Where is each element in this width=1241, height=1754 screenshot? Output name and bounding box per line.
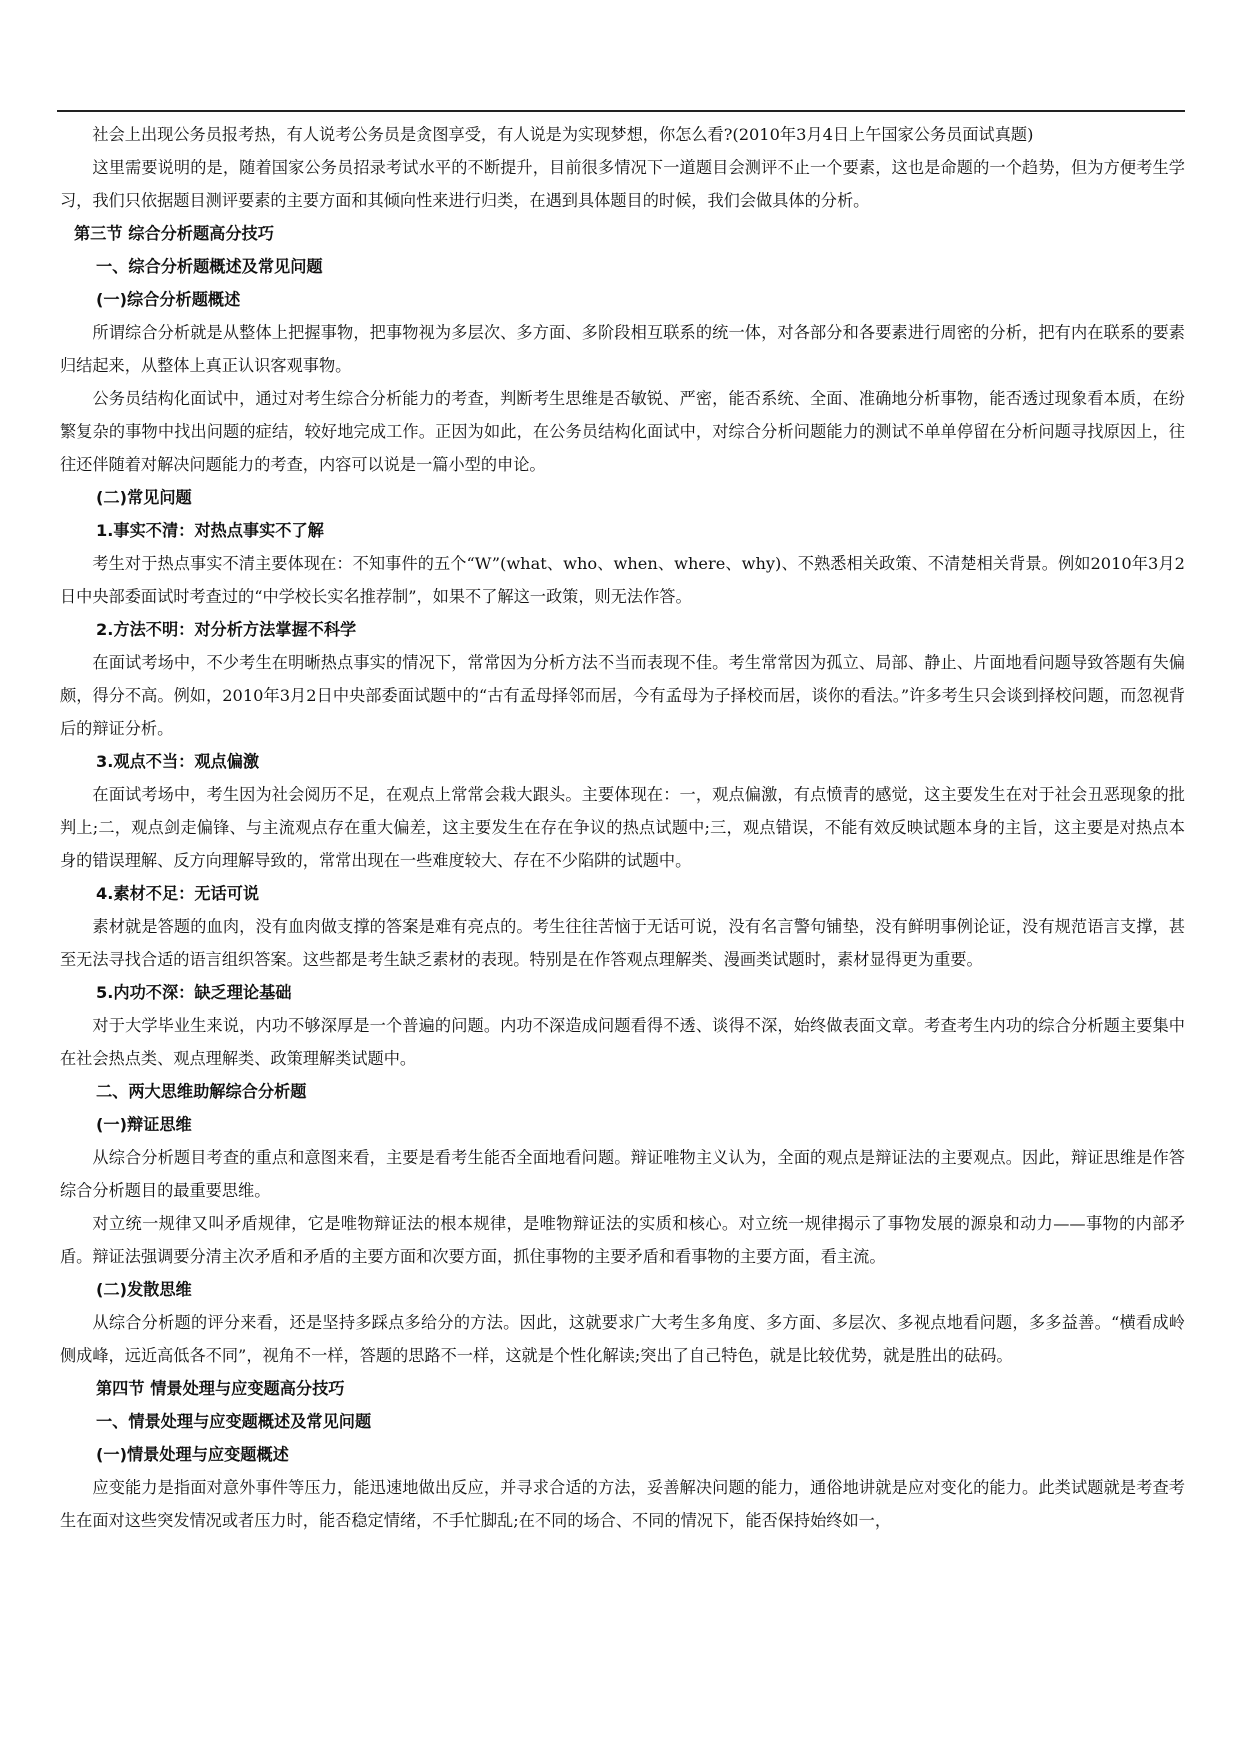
minor-heading: (二)发散思维 — [96, 1280, 192, 1299]
paragraph: 应变能力是指面对意外事件等压力，能迅速地做出反应，并寻求合适的方法，妥善解决问题的能力，通俗地讲就是应对变化的能力。此类试题就是考查考生在面对这些突发情况或者压力时，能否稳定情绪，不手忙脚乱;在不同的场合、不同的情况下，能否保持始终如一， — [60, 1478, 1185, 1530]
minor-heading: 2.方法不明：对分析方法掌握不科学 — [96, 620, 357, 639]
paragraph: 在面试考场中，考生因为社会阅历不足，在观点上常常会栽大跟头。主要体现在：一，观点偏激，有点愤青的感觉，这主要发生在对于社会丑恶现象的批判上;二，观点剑走偏锋、与主流观点存在重大偏差，这主要发生在存在争议的热点试题中;三，观点错误，不能有效反映试题本身的主旨，这主要是对热点本身的错误理解、反方向理解导致的，常常出现在一些难度较大、存在不少陷阱的试题中。 — [60, 785, 1185, 870]
minor-heading: (一)综合分析题概述 — [96, 290, 241, 309]
subsection-heading: 第四节 情景处理与应变题高分技巧 — [96, 1379, 345, 1398]
paragraph: 素材就是答题的血肉，没有血肉做支撑的答案是难有亮点的。考生往往苦恼于无话可说，没有名言警句铺垫，没有鲜明事例论证，没有规范语言支撑，甚至无法寻找合适的语言组织答案。这些都是考生缺乏素材的表现。特别是在作答观点理解类、漫画类试题时，素材显得更为重要。 — [60, 917, 1185, 969]
minor-heading: 5.内功不深：缺乏理论基础 — [96, 983, 292, 1002]
paragraph: 对于大学毕业生来说，内功不够深厚是一个普遍的问题。内功不深造成问题看得不透、谈得不深，始终做表面文章。考查考生内功的综合分析题主要集中在社会热点类、观点理解类、政策理解类试题中。 — [60, 1016, 1185, 1068]
paragraph: 对立统一规律又叫矛盾规律，它是唯物辩证法的根本规律，是唯物辩证法的实质和核心。对立统一规律揭示了事物发展的源泉和动力——事物的内部矛盾。辩证法强调要分清主次矛盾和矛盾的主要方面和次要方面，抓住事物的主要矛盾和看事物的主要方面，看主流。 — [60, 1214, 1185, 1266]
paragraph: 这里需要说明的是，随着国家公务员招录考试水平的不断提升，目前很多情况下一道题目会测评不止一个要素，这也是命题的一个趋势，但为方便考生学习，我们只依据题目测评要素的主要方面和其倾向性来进行归类，在遇到具体题目的时候，我们会做具体的分析。 — [60, 158, 1185, 210]
minor-heading: (一)辩证思维 — [96, 1115, 192, 1134]
section-heading: 第三节 综合分析题高分技巧 — [74, 224, 274, 243]
minor-heading: (一)情景处理与应变题概述 — [96, 1445, 289, 1464]
minor-heading: (二)常见问题 — [96, 488, 192, 507]
paragraph: 从综合分析题目考查的重点和意图来看，主要是看考生能否全面地看问题。辩证唯物主义认为，全面的观点是辩证法的主要观点。因此，辩证思维是作答综合分析题目的最重要思维。 — [60, 1148, 1185, 1200]
paragraph: 在面试考场中，不少考生在明晰热点事实的情况下，常常因为分析方法不当而表现不佳。考生常常因为孤立、局部、静止、片面地看问题导致答题有失偏颇，得分不高。例如，2010年3月2日中央部委面试题中的“古有孟母择邻而居，今有孟母为子择校而居，谈你的看法。”许多考生只会谈到择校问题，而忽视背后的辩证分析。 — [60, 653, 1185, 738]
minor-heading: 3.观点不当：观点偏激 — [96, 752, 260, 771]
subsection-heading: 一、综合分析题概述及常见问题 — [96, 257, 323, 276]
paragraph: 从综合分析题的评分来看，还是坚持多踩点多给分的方法。因此，这就要求广大考生多角度、多方面、多层次、多视点地看问题，多多益善。“横看成岭侧成峰，远近高低各不同”，视角不一样，答题的思路不一样，这就是个性化解读;突出了自己特色，就是比较优势，就是胜出的砝码。 — [60, 1313, 1185, 1365]
header-rule — [57, 110, 1185, 112]
paragraph: 社会上出现公务员报考热，有人说考公务员是贪图享受，有人说是为实现梦想，你怎么看?(2010年3月4日上午国家公务员面试真题) — [92, 125, 1034, 144]
paragraph: 考生对于热点事实不清主要体现在：不知事件的五个“W”(what、who、when、where、why)、不熟悉相关政策、不清楚相关背景。例如2010年3月2日中央部委面试时考查过的“中学校长实名推荐制”，如果不了解这一政策，则无法作答。 — [60, 554, 1185, 606]
subsection-heading: 二、两大思维助解综合分析题 — [96, 1082, 307, 1101]
minor-heading: 4.素材不足：无话可说 — [96, 884, 260, 903]
minor-heading: 1.事实不清：对热点事实不了解 — [96, 521, 324, 540]
paragraph: 所谓综合分析就是从整体上把握事物，把事物视为多层次、多方面、多阶段相互联系的统一体，对各部分和各要素进行周密的分析，把有内在联系的要素归结起来，从整体上真正认识客观事物。 — [60, 323, 1185, 375]
document-body — [60, 118, 1185, 1537]
subsection-heading: 一、情景处理与应变题概述及常见问题 — [96, 1412, 372, 1431]
paragraph: 公务员结构化面试中，通过对考生综合分析能力的考查，判断考生思维是否敏锐、严密，能否系统、全面、准确地分析事物，能否透过现象看本质，在纷繁复杂的事物中找出问题的症结，较好地完成工作。正因为如此，在公务员结构化面试中，对综合分析问题能力的测试不单单停留在分析问题寻找原因上，往往还伴随着对解决问题能力的考查，内容可以说是一篇小型的申论。 — [60, 389, 1185, 474]
